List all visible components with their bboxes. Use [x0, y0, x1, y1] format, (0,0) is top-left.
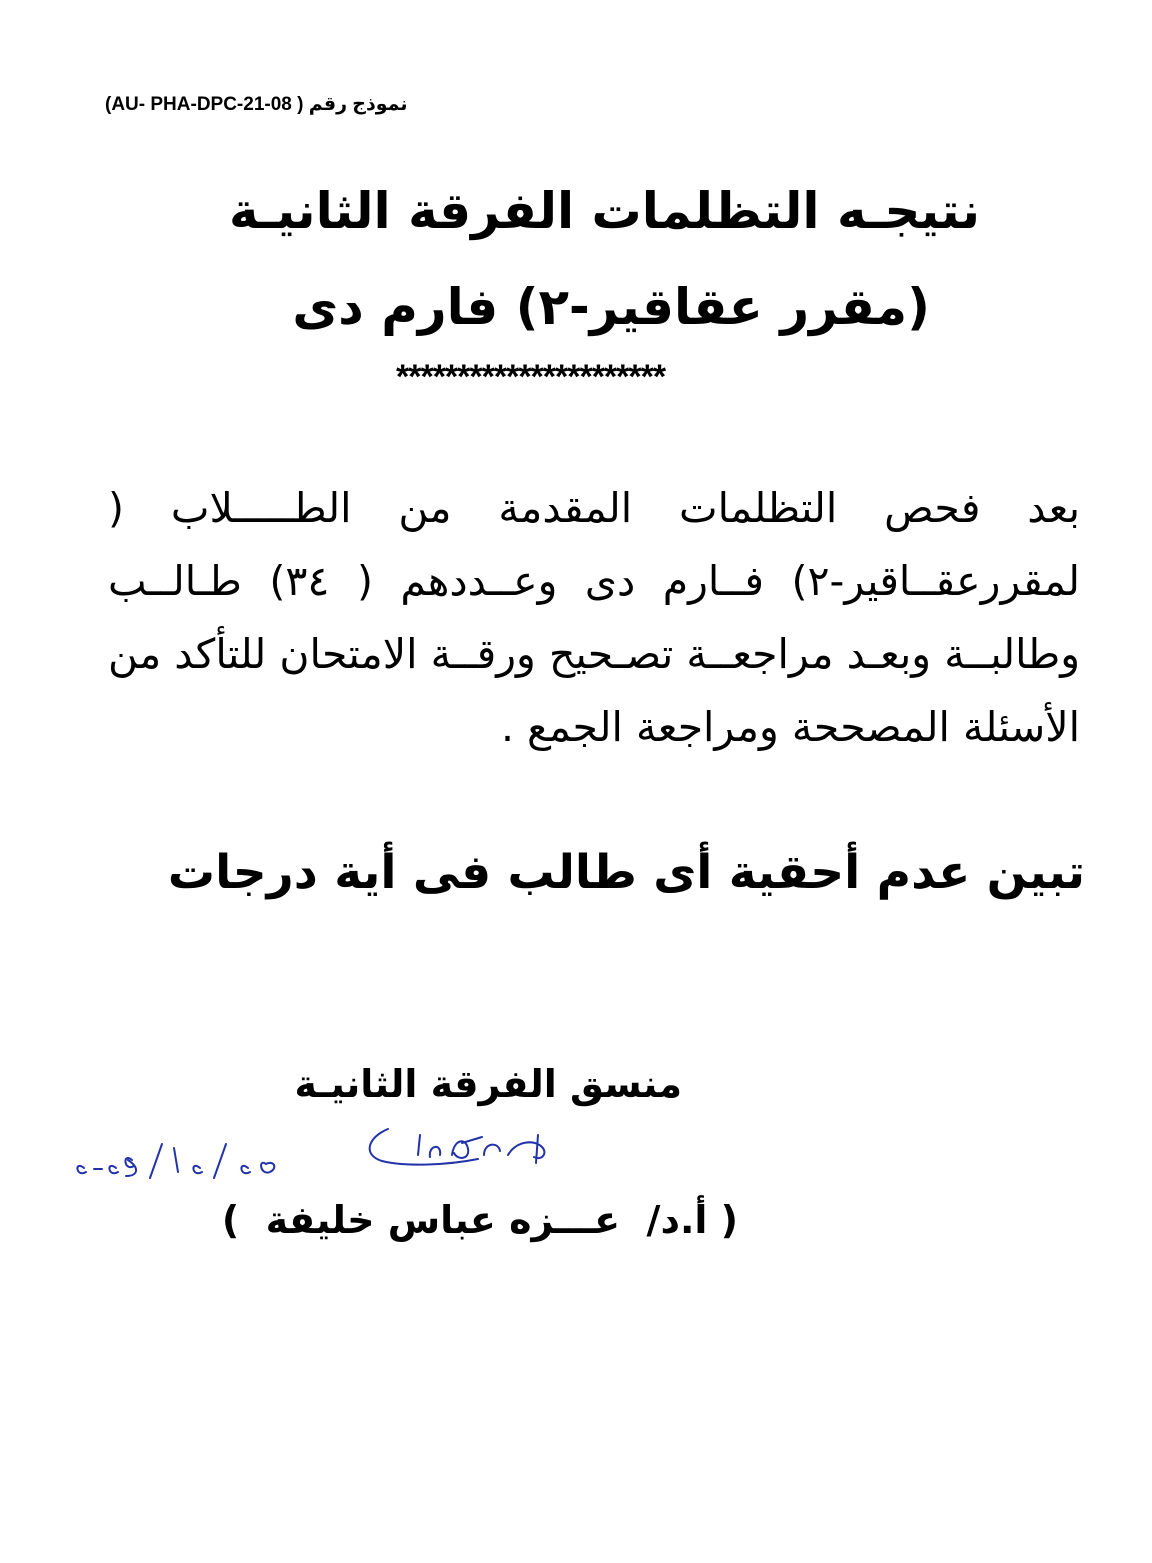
- handwritten-signature: [358, 1115, 558, 1195]
- form-number: [105, 93, 495, 121]
- signatory-name: ( أ.د/ عـــزه عباس خليفة ): [221, 1198, 738, 1242]
- document-subtitle: (مقرر عقاقير-٢) فارم دى: [292, 278, 930, 336]
- form-number-label: نموذج رقم: [308, 94, 408, 115]
- document-title: نتيجـه التظلمات الفرقة الثانيـة: [228, 182, 980, 240]
- title-separator: **********************: [396, 358, 666, 396]
- form-number-code: (AU- PHA-DPC-21-08 ): [105, 94, 304, 115]
- handwritten-date: [70, 1138, 290, 1190]
- body-paragraph: بعد فحص التظلمات المقدمة من الطـــــلاب ( لمقررعقــاقير-٢) فــارم دى وعــددهم ( ٣٤) طـالــب وطالبــة وبعـد مراجعــة تصـحيح ورقــة الامتحان للتأكد من الأسئلة المصححة ومراجعة الجمع .: [108, 484, 1080, 751]
- conclusion-statement: تبين عدم أحقية أى طالب فى أية درجات: [167, 845, 1085, 900]
- signatory-title: منسق الفرقة الثانيـة: [294, 1062, 682, 1106]
